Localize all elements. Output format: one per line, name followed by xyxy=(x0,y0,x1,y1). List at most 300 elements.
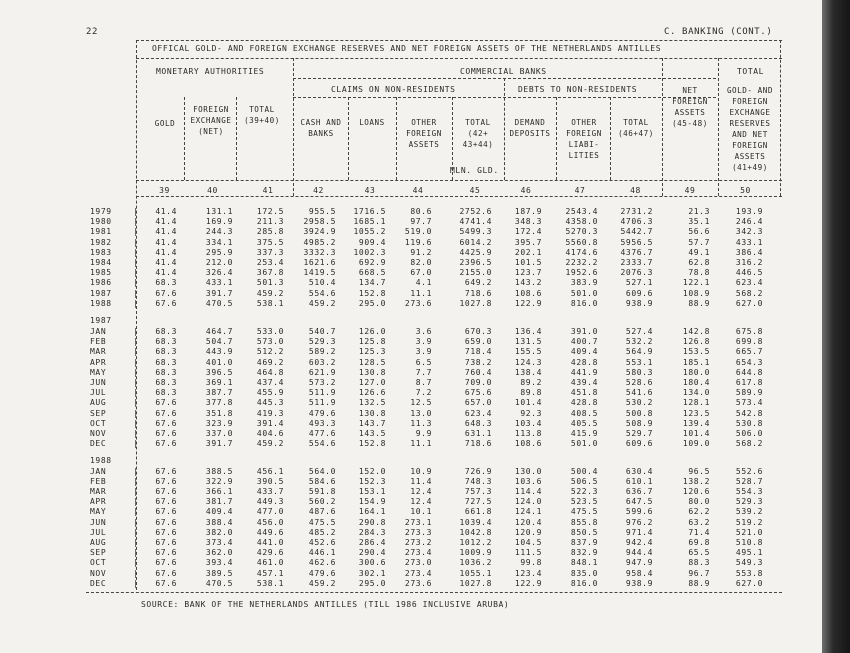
cell-value: 295.9 xyxy=(205,247,233,257)
cell-value: 938.9 xyxy=(625,578,653,588)
cell-value: 623.4 xyxy=(464,408,492,418)
cell-value: 193.9 xyxy=(735,207,763,216)
cell-value: 130.8 xyxy=(358,367,386,377)
cell-value: 67.6 xyxy=(155,497,177,507)
row-label: 1985 xyxy=(90,268,112,278)
cell-value: 451.8 xyxy=(570,388,598,398)
cell-value: 108.6 xyxy=(514,288,542,298)
cell-value: 56.6 xyxy=(688,227,710,237)
cell-value: 429.6 xyxy=(256,548,284,558)
cell-value: 11.1 xyxy=(410,288,432,298)
cell-value: 469.2 xyxy=(256,357,284,367)
cell-value: 657.0 xyxy=(464,398,492,408)
cell-value: 510.4 xyxy=(308,278,336,288)
cell-value: 6014.2 xyxy=(459,237,492,247)
cell-value: 2232.2 xyxy=(565,258,598,267)
cell-value: 316.2 xyxy=(735,258,763,267)
cell-value: 286.4 xyxy=(358,537,386,547)
cell-value: 446.5 xyxy=(735,268,763,278)
cell-value: 285.8 xyxy=(256,227,284,237)
cell-value: 479.6 xyxy=(308,568,336,578)
cell-value: 11.1 xyxy=(410,439,432,449)
cell-value: 944.4 xyxy=(625,548,653,558)
cell-value: 41.4 xyxy=(155,217,177,227)
cell-value: 65.5 xyxy=(688,548,710,558)
cell-value: 589.2 xyxy=(308,347,336,357)
cell-value: 152.0 xyxy=(358,466,386,476)
cell-value: 1027.8 xyxy=(459,578,492,588)
cell-value: 273.4 xyxy=(404,568,432,578)
row-label: DEC xyxy=(90,578,107,588)
cell-value: 511.9 xyxy=(308,388,336,398)
cell-value: 519.0 xyxy=(404,227,432,237)
row-label: NOV xyxy=(90,429,107,438)
cell-value: 273.6 xyxy=(404,578,432,588)
cell-value: 675.8 xyxy=(735,327,763,336)
cell-value: 139.4 xyxy=(682,418,710,428)
cell-value: 461.0 xyxy=(256,558,284,568)
cell-value: 5560.8 xyxy=(565,237,598,247)
row-bar: | xyxy=(133,548,139,558)
cell-value: 373.4 xyxy=(205,537,233,547)
cell-value: 3.9 xyxy=(415,337,432,347)
cell-value: 4.1 xyxy=(415,278,432,288)
cell-value: 152.8 xyxy=(358,288,386,298)
cell-value: 273.6 xyxy=(404,298,432,308)
vertical-rule xyxy=(556,97,557,180)
cell-value: 67.6 xyxy=(155,298,177,308)
cell-value: 114.4 xyxy=(514,486,542,496)
vertical-rule xyxy=(236,97,237,180)
cell-value: 101.5 xyxy=(514,258,542,267)
row-bar: | xyxy=(133,558,139,568)
cell-value: 409.4 xyxy=(205,507,233,517)
cell-value: 554.3 xyxy=(735,486,763,496)
page-number: 22 xyxy=(86,27,99,37)
cell-value: 477.6 xyxy=(308,429,336,438)
cell-value: 391.7 xyxy=(205,439,233,449)
row-label: 1986 xyxy=(90,278,112,288)
cell-value: 443.9 xyxy=(205,347,233,357)
cell-value: 124.0 xyxy=(514,497,542,507)
cell-value: 120.9 xyxy=(514,527,542,537)
cell-value: 348.3 xyxy=(514,217,542,227)
cell-value: 7.7 xyxy=(415,367,432,377)
cell-value: 541.6 xyxy=(625,388,653,398)
column-number: 44 xyxy=(412,186,424,195)
cell-value: 415.9 xyxy=(570,429,598,438)
cell-value: 119.6 xyxy=(404,237,432,247)
row-label: 1984 xyxy=(90,258,112,267)
cell-value: 512.2 xyxy=(256,347,284,357)
group-claims-on-non-residents: CLAIMS ON NON-RESIDENTS xyxy=(331,85,456,94)
cell-value: 4425.9 xyxy=(459,247,492,257)
cell-value: 433.1 xyxy=(205,278,233,288)
row-bar: | xyxy=(133,568,139,578)
cell-value: 11.3 xyxy=(410,418,432,428)
row-bar: | xyxy=(133,486,139,496)
row-bar: | xyxy=(133,429,139,438)
row-bar: | xyxy=(133,237,139,247)
cell-value: 627.0 xyxy=(735,578,763,588)
row-bar: | xyxy=(133,247,139,257)
column-number: 46 xyxy=(520,186,532,195)
cell-value: 390.5 xyxy=(256,476,284,486)
cell-value: 527.4 xyxy=(625,327,653,336)
cell-value: 530.8 xyxy=(735,418,763,428)
cell-value: 337.3 xyxy=(256,247,284,257)
row-bar: | xyxy=(133,497,139,507)
cell-value: 495.1 xyxy=(735,548,763,558)
cell-value: 67.6 xyxy=(155,408,177,418)
row-bar: | xyxy=(133,517,139,527)
cell-value: 459.2 xyxy=(256,288,284,298)
cell-value: 564.9 xyxy=(625,347,653,357)
cell-value: 1621.6 xyxy=(303,258,336,267)
cell-value: 528.6 xyxy=(625,378,653,387)
cell-value: 589.9 xyxy=(735,388,763,398)
cell-value: 542.8 xyxy=(735,408,763,418)
row-label: 1988 xyxy=(90,298,112,308)
row-bar: | xyxy=(133,378,139,387)
cell-value: 120.6 xyxy=(682,486,710,496)
cell-value: 553.8 xyxy=(735,568,763,578)
cell-value: 2731.2 xyxy=(620,207,653,216)
cell-value: 126.6 xyxy=(358,388,386,398)
cell-value: 88.9 xyxy=(688,298,710,308)
cell-value: 530.2 xyxy=(625,398,653,408)
cell-value: 123.5 xyxy=(682,408,710,418)
cell-value: 1002.3 xyxy=(353,247,386,257)
cell-value: 366.1 xyxy=(205,486,233,496)
cell-value: 462.6 xyxy=(308,558,336,568)
cell-value: 41.4 xyxy=(155,237,177,247)
cell-value: 506.5 xyxy=(570,476,598,486)
group-debts-to-non-residents: DEBTS TO NON-RESIDENTS xyxy=(518,85,638,94)
cell-value: 68.3 xyxy=(155,378,177,387)
cell-value: 78.8 xyxy=(688,268,710,278)
cell-value: 2958.5 xyxy=(303,217,336,227)
cell-value: 5499.3 xyxy=(459,227,492,237)
row-label: DEC xyxy=(90,439,107,449)
cell-value: 437.4 xyxy=(256,378,284,387)
cell-value: 456.0 xyxy=(256,517,284,527)
cell-value: 381.7 xyxy=(205,497,233,507)
cell-value: 130.8 xyxy=(358,408,386,418)
cell-value: 627.0 xyxy=(735,298,763,308)
cell-value: 533.0 xyxy=(256,327,284,336)
row-label: MAY xyxy=(90,507,107,517)
cell-value: 1036.2 xyxy=(459,558,492,568)
cell-value: 477.0 xyxy=(256,507,284,517)
cell-value: 69.8 xyxy=(688,537,710,547)
horizontal-rule xyxy=(136,58,782,59)
cell-value: 584.6 xyxy=(308,476,336,486)
cell-value: 68.3 xyxy=(155,278,177,288)
cell-value: 464.7 xyxy=(205,327,233,336)
cell-value: 67.0 xyxy=(410,268,432,278)
cell-value: 568.2 xyxy=(735,439,763,449)
cell-value: 362.0 xyxy=(205,548,233,558)
cell-value: 388.4 xyxy=(205,517,233,527)
cell-value: 89.2 xyxy=(520,378,542,387)
row-label: 1987 xyxy=(90,288,112,298)
row-bar: | xyxy=(133,398,139,408)
row-bar: | xyxy=(133,418,139,428)
cell-value: 253.4 xyxy=(256,258,284,267)
row-label: SEP xyxy=(90,408,107,418)
horizontal-rule xyxy=(136,180,782,181)
cell-value: 726.9 xyxy=(464,466,492,476)
cell-value: 389.5 xyxy=(205,568,233,578)
cell-value: 670.3 xyxy=(464,327,492,336)
row-label: OCT xyxy=(90,558,107,568)
cell-value: 383.9 xyxy=(570,278,598,288)
cell-value: 621.9 xyxy=(308,367,336,377)
cell-value: 400.7 xyxy=(570,337,598,347)
vertical-rule xyxy=(396,97,397,180)
row-label: 1980 xyxy=(90,217,112,227)
cell-value: 120.4 xyxy=(514,517,542,527)
cell-value: 511.9 xyxy=(308,398,336,408)
cell-value: 4174.6 xyxy=(565,247,598,257)
row-bar: | xyxy=(133,527,139,537)
cell-value: 1012.2 xyxy=(459,537,492,547)
cell-value: 599.6 xyxy=(625,507,653,517)
cell-value: 485.2 xyxy=(308,527,336,537)
cell-value: 564.0 xyxy=(308,466,336,476)
cell-value: 122.9 xyxy=(514,578,542,588)
cell-value: 113.8 xyxy=(514,429,542,438)
cell-value: 180.0 xyxy=(682,367,710,377)
cell-value: 387.7 xyxy=(205,388,233,398)
cell-value: 445.3 xyxy=(256,398,284,408)
cell-value: 837.9 xyxy=(570,537,598,547)
cell-value: 41.4 xyxy=(155,247,177,257)
cell-value: 1009.9 xyxy=(459,548,492,558)
cell-value: 2543.4 xyxy=(565,207,598,216)
cell-value: 21.3 xyxy=(688,207,710,216)
cell-value: 539.2 xyxy=(735,507,763,517)
row-label: SEP xyxy=(90,548,107,558)
cell-value: 67.6 xyxy=(155,398,177,408)
cell-value: 67.6 xyxy=(155,537,177,547)
cell-value: 508.9 xyxy=(625,418,653,428)
cell-value: 760.4 xyxy=(464,367,492,377)
cell-value: 101.4 xyxy=(514,398,542,408)
cell-value: 573.4 xyxy=(735,398,763,408)
row-label: JUN xyxy=(90,378,107,387)
cell-value: 661.8 xyxy=(464,507,492,517)
cell-value: 295.0 xyxy=(358,578,386,588)
cell-value: 108.6 xyxy=(514,439,542,449)
column-number: 47 xyxy=(574,186,586,195)
cell-value: 180.4 xyxy=(682,378,710,387)
cell-value: 1027.8 xyxy=(459,298,492,308)
cell-value: 459.2 xyxy=(308,578,336,588)
cell-value: 648.3 xyxy=(464,418,492,428)
cell-value: 57.7 xyxy=(688,237,710,247)
column-number: 43 xyxy=(364,186,376,195)
row-bar: | xyxy=(133,507,139,517)
row-bar: | xyxy=(133,207,139,216)
cell-value: 2155.0 xyxy=(459,268,492,278)
cell-value: 1055.1 xyxy=(459,568,492,578)
cell-value: 377.8 xyxy=(205,398,233,408)
vertical-rule xyxy=(780,40,781,196)
cell-value: 80.6 xyxy=(410,207,432,216)
cell-value: 326.4 xyxy=(205,268,233,278)
cell-value: 126.8 xyxy=(682,337,710,347)
section-title: C. BANKING (CONT.) xyxy=(664,27,773,37)
cell-value: 1685.1 xyxy=(353,217,386,227)
cell-value: 99.8 xyxy=(520,558,542,568)
cell-value: 143.7 xyxy=(358,418,386,428)
cell-value: 7.2 xyxy=(415,388,432,398)
cell-value: 138.4 xyxy=(514,367,542,377)
cell-value: 122.9 xyxy=(514,298,542,308)
cell-value: 441.9 xyxy=(570,367,598,377)
cell-value: 62.2 xyxy=(688,507,710,517)
cell-value: 202.1 xyxy=(514,247,542,257)
cell-value: 446.1 xyxy=(308,548,336,558)
column-number: 40 xyxy=(207,186,218,195)
cell-value: 630.4 xyxy=(625,466,653,476)
cell-value: 609.6 xyxy=(625,439,653,449)
cell-value: 153.1 xyxy=(358,486,386,496)
cell-value: 501.3 xyxy=(256,278,284,288)
cell-value: 659.0 xyxy=(464,337,492,347)
column-number: 39 xyxy=(159,186,170,195)
cell-value: 123.7 xyxy=(514,268,542,278)
row-label: JUL xyxy=(90,527,107,537)
cell-value: 41.4 xyxy=(155,268,177,278)
page-edge-shadow xyxy=(822,0,850,653)
row-bar: | xyxy=(133,367,139,377)
column-header-other-foreign: OTHER FOREIGN ASSETS xyxy=(406,118,442,149)
cell-value: 68.3 xyxy=(155,347,177,357)
cell-value: 63.2 xyxy=(688,517,710,527)
cell-value: 367.8 xyxy=(256,268,284,278)
cell-value: 699.8 xyxy=(735,337,763,347)
cell-value: 155.5 xyxy=(514,347,542,357)
cell-value: 441.0 xyxy=(256,537,284,547)
cell-value: 124.3 xyxy=(514,357,542,367)
cell-value: 41.4 xyxy=(155,258,177,267)
cell-value: 529.3 xyxy=(308,337,336,347)
cell-value: 300.6 xyxy=(358,558,386,568)
cell-value: 718.6 xyxy=(464,288,492,298)
cell-value: 273.0 xyxy=(404,558,432,568)
cell-value: 108.9 xyxy=(682,288,710,298)
cell-value: 404.6 xyxy=(256,429,284,438)
cell-value: 67.6 xyxy=(155,429,177,438)
row-label: MAR xyxy=(90,347,107,357)
cell-value: 654.3 xyxy=(735,357,763,367)
group-commercial-banks: COMMERCIAL BANKS xyxy=(460,67,547,76)
column-header-demand: DEMAND DEPOSITS xyxy=(509,118,551,138)
cell-value: 273.4 xyxy=(404,548,432,558)
cell-value: 290.8 xyxy=(358,517,386,527)
table-title: OFFICAL GOLD- AND FOREIGN EXCHANGE RESERVES AND NET FOREIGN ASSETS OF THE NETHERLANDS ANTILLES xyxy=(152,44,662,53)
cell-value: 5442.7 xyxy=(620,227,653,237)
cell-value: 609.6 xyxy=(625,288,653,298)
cell-value: 1039.4 xyxy=(459,517,492,527)
cell-value: 125.3 xyxy=(358,347,386,357)
cell-value: 428.8 xyxy=(570,398,598,408)
cell-value: 4706.3 xyxy=(620,217,653,227)
cell-value: 67.6 xyxy=(155,288,177,298)
cell-value: 6.5 xyxy=(415,357,432,367)
cell-value: 68.3 xyxy=(155,357,177,367)
row-bar: | xyxy=(133,327,139,336)
cell-value: 244.3 xyxy=(205,227,233,237)
cell-value: 459.2 xyxy=(308,298,336,308)
cell-value: 958.4 xyxy=(625,568,653,578)
horizontal-rule xyxy=(86,592,782,593)
cell-value: 456.1 xyxy=(256,466,284,476)
cell-value: 88.9 xyxy=(688,578,710,588)
cell-value: 391.0 xyxy=(570,327,598,336)
cell-value: 538.1 xyxy=(256,298,284,308)
row-label: JAN xyxy=(90,466,107,476)
cell-value: 35.1 xyxy=(688,217,710,227)
cell-value: 408.5 xyxy=(570,408,598,418)
column-number: 48 xyxy=(630,186,641,195)
cell-value: 504.7 xyxy=(205,337,233,347)
cell-value: 848.1 xyxy=(570,558,598,568)
cell-value: 668.5 xyxy=(358,268,386,278)
cell-value: 67.6 xyxy=(155,466,177,476)
cell-value: 172.4 xyxy=(514,227,542,237)
cell-value: 67.6 xyxy=(155,558,177,568)
cell-value: 510.8 xyxy=(735,537,763,547)
vertical-rule xyxy=(348,97,349,180)
cell-value: 521.0 xyxy=(735,527,763,537)
cell-value: 67.6 xyxy=(155,527,177,537)
row-bar: | xyxy=(133,227,139,237)
cell-value: 938.9 xyxy=(625,298,653,308)
cell-value: 718.4 xyxy=(464,347,492,357)
cell-value: 519.2 xyxy=(735,517,763,527)
row-label: 1983 xyxy=(90,247,112,257)
cell-value: 439.4 xyxy=(570,378,598,387)
cell-value: 152.8 xyxy=(358,439,386,449)
cell-value: 131.1 xyxy=(205,207,233,216)
cell-value: 573.0 xyxy=(256,337,284,347)
cell-value: 41.4 xyxy=(155,207,177,216)
cell-value: 2333.7 xyxy=(620,258,653,267)
cell-value: 4358.0 xyxy=(565,217,598,227)
cell-value: 153.5 xyxy=(682,347,710,357)
cell-value: 644.8 xyxy=(735,367,763,377)
cell-value: 631.1 xyxy=(464,429,492,438)
column-header-total-debts: TOTAL (46+47) xyxy=(618,118,654,138)
cell-value: 464.8 xyxy=(256,367,284,377)
cell-value: 375.5 xyxy=(256,237,284,247)
cell-value: 103.4 xyxy=(514,418,542,428)
cell-value: 452.6 xyxy=(308,537,336,547)
cell-value: 835.0 xyxy=(570,568,598,578)
cell-value: 67.6 xyxy=(155,548,177,558)
cell-value: 342.3 xyxy=(735,227,763,237)
cell-value: 500.8 xyxy=(625,408,653,418)
cell-value: 62.8 xyxy=(688,258,710,267)
row-label: FEB xyxy=(90,476,107,486)
row-bar: | xyxy=(133,439,139,449)
cell-value: 636.7 xyxy=(625,486,653,496)
row-bar: | xyxy=(133,258,139,267)
